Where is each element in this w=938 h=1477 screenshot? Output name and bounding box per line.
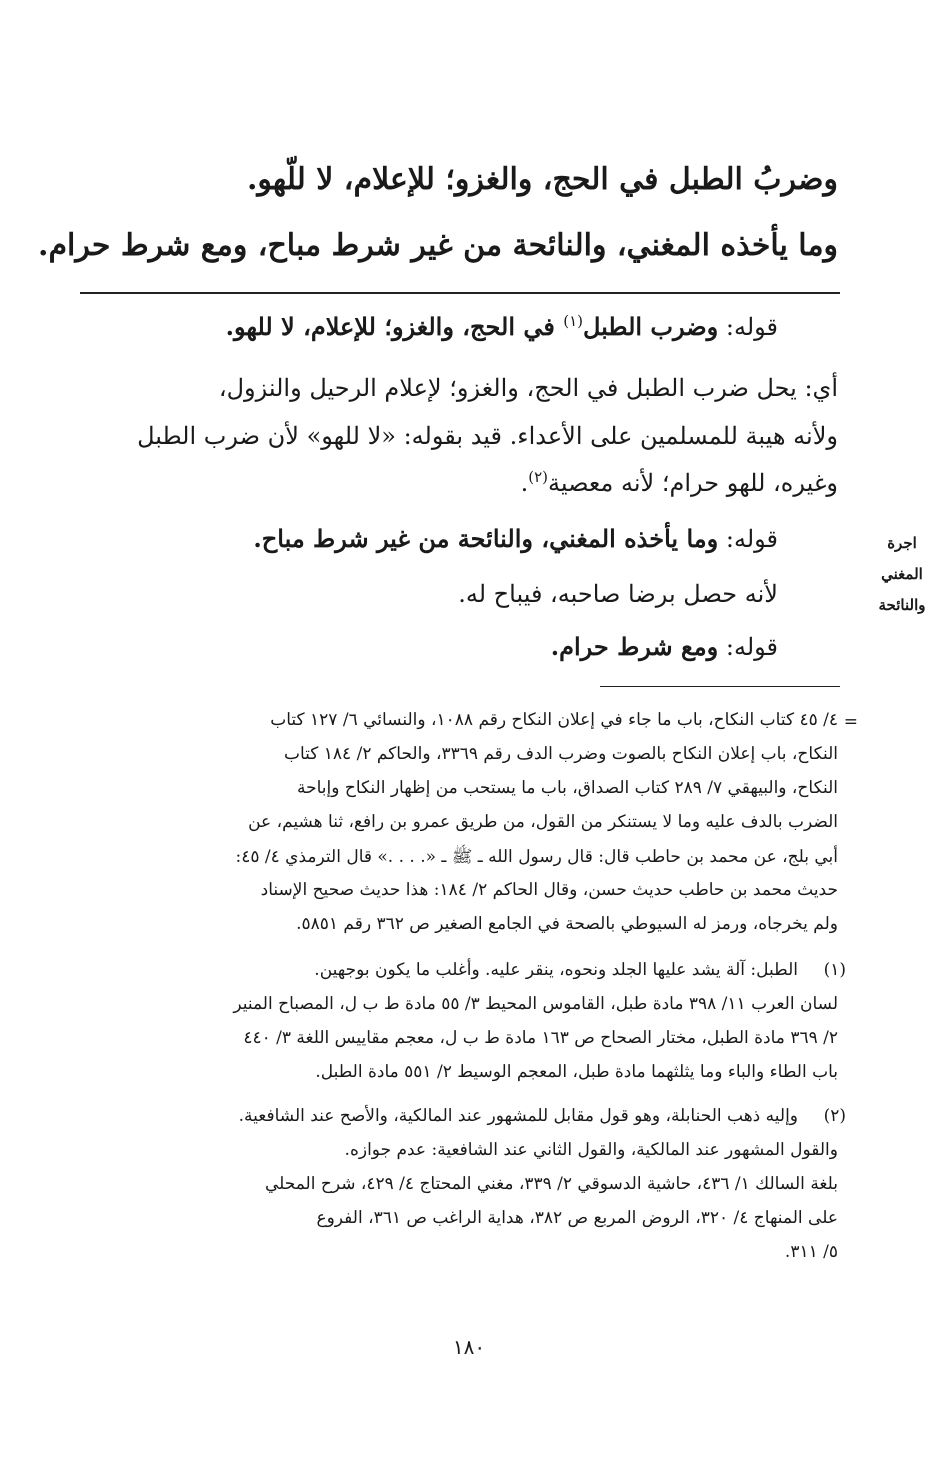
- footnote-1-line: ٢/ ٣٦٩ مادة الطبل، مختار الصحاح ص ١٦٣ مادة ط ب ل، معجم مقاييس اللغة ٣/ ٤٤٠: [243, 1028, 838, 1048]
- quote-text: وضرب الطبل: [582, 312, 719, 341]
- footnote-continuation-mark: =: [843, 712, 858, 732]
- footnote-1-line: باب الطاء والباء وما يثلثهما مادة طبل، المعجم الوسيط ٢/ ٥٥١ مادة الطبل.: [315, 1062, 838, 1082]
- footnote-ref-1: (١): [563, 312, 583, 330]
- footnote-continuation-line: حديث محمد بن حاطب حديث حسن، وقال الحاكم ٢/ ١٨٤: هذا حديث صحيح الإسناد: [260, 880, 838, 900]
- matn-divider: [80, 292, 840, 294]
- matn-line-1: وضربُ الطبل في الحج، والغزو؛ للإعلام، لا للّهو.: [246, 162, 838, 197]
- sharh-quote-3: [551, 632, 778, 661]
- margin-note-line-2: المغني: [881, 565, 923, 583]
- footnote-2-line: وإليه ذهب الحنابلة، وهو قول مقابل للمشهور عند المالكية، والأصح عند الشافعية.: [238, 1106, 798, 1126]
- sharh-quote-2: [253, 524, 778, 553]
- sharh-paragraph-2: لأنه حصل برضا صاحبه، فيباح له.: [458, 580, 778, 608]
- page-number: ١٨٠: [452, 1335, 486, 1359]
- margin-note-line-3: والنائحة: [878, 596, 926, 614]
- footnote-2-mark: (٢): [823, 1106, 846, 1126]
- footnote-1-line: لسان العرب ١١/ ٣٩٨ مادة طبل، القاموس المحيط ٣/ ٥٥ مادة ط ب ل، المصباح المنير: [233, 994, 838, 1014]
- sharh-paragraph-1-line-1: أي: يحل ضرب الطبل في الحج، والغزو؛ لإعلام الرحيل والنزول،: [218, 374, 838, 402]
- footnote-2-line: والقول المشهور عند المالكية، والقول الثاني عند الشافعية: عدم جوازه.: [344, 1140, 838, 1160]
- footnote-continuation-line: أبي بلج، عن محمد بن حاطب قال: قال رسول الله ـ ﷺ ـ «. . . .» قال الترمذي ٤/ ٤٥:: [235, 847, 838, 867]
- margin-note: [872, 528, 932, 621]
- quote-prefix: قوله:: [718, 525, 778, 553]
- footnote-continuation-line: النكاح، والبيهقي ٧/ ٢٨٩ كتاب الصداق، باب ما يستحب من إظهار النكاح وإباحة: [296, 778, 838, 798]
- footnote-1-mark: (١): [823, 960, 846, 980]
- quote-prefix: قوله:: [718, 313, 778, 341]
- paragraph-end: .: [520, 469, 529, 497]
- paragraph-text: وغيره، للهو حرام؛ لأنه معصية: [547, 469, 838, 497]
- quote-text: في الحج، والغزو؛ للإعلام، لا للهو.: [225, 312, 564, 341]
- sharh-paragraph-1-line-2: ولأنه هيبة للمسلمين على الأعداء. قيد بقوله: «لا للهو» لأن ضرب الطبل: [137, 422, 838, 450]
- sharh-quote-1: [226, 312, 778, 341]
- quote-text: وما يأخذه المغني، والنائحة من غير شرط مباح.: [253, 524, 719, 553]
- footnote-2-line: بلغة السالك ١/ ٤٣٦، حاشية الدسوقي ٢/ ٣٣٩، مغني المحتاج ٤/ ٤٢٩، شرح المحلي: [264, 1174, 838, 1194]
- footnote-continuation-line: ولم يخرجاه، ورمز له السيوطي بالصحة في الجامع الصغير ص ٣٦٢ رقم ٥٨٥١.: [296, 914, 838, 934]
- footnote-ref-2: (٢): [528, 468, 548, 486]
- footnote-continuation-line: النكاح، باب إعلان النكاح بالصوت وضرب الدف رقم ٣٣٦٩، والحاكم ٢/ ١٨٤ كتاب: [283, 744, 838, 764]
- quote-text: ومع شرط حرام.: [550, 632, 719, 661]
- footnote-continuation-line: الضرب بالدف عليه وما لا يستنكر من القول، من طريق عمرو بن رافع، ثنا هشيم، عن: [248, 812, 838, 832]
- footnote-continuation-line: ٤/ ٤٥ كتاب النكاح، باب ما جاء في إعلان النكاح رقم ١٠٨٨، والنسائي ٦/ ١٢٧ كتاب: [270, 710, 838, 730]
- quote-prefix: قوله:: [718, 633, 778, 661]
- sharh-paragraph-1-line-3: [68, 468, 838, 497]
- matn-line-2: وما يأخذه المغني، والنائحة من غير شرط مباح، ومع شرط حرام.: [38, 228, 838, 263]
- footnote-divider: [600, 686, 840, 687]
- margin-note-line-1: اجرة: [887, 534, 917, 552]
- footnote-2-line: ٥/ ٣١١.: [784, 1242, 838, 1262]
- footnote-2-line: على المنهاج ٤/ ٣٢٠، الروض المربع ص ٣٨٢، هداية الراغب ص ٣٦١، الفروع: [316, 1208, 838, 1228]
- footnote-1-line: الطبل: آلة يشد عليها الجلد ونحوه، ينقر عليه. وأغلب ما يكون بوجهين.: [314, 960, 798, 980]
